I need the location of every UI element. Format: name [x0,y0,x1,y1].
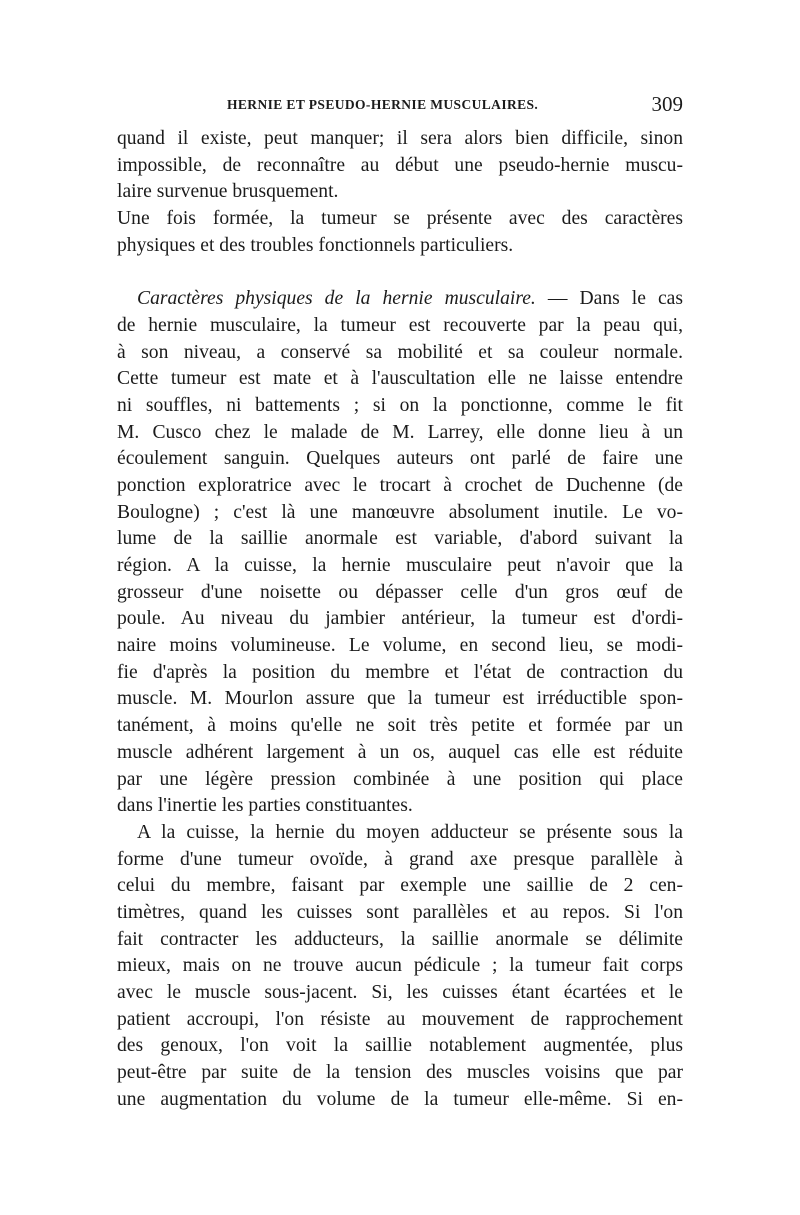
paragraph [117,820,683,1114]
text-line: ni souffles, ni battements ; si on la ponctionne, comme le fit [117,394,683,416]
text-line: Cette tumeur est mate et à l'auscultation elle ne laisse entendre [117,368,683,390]
text-line: mieux, mais on ne trouve aucun pédicule ; la tumeur fait corps [117,955,683,977]
book-page [117,92,683,1113]
body-text [117,126,683,1113]
section-heading-continuation: — Dans le cas [535,288,683,310]
text-line: patient accroupi, l'on résiste au mouvement de rapprochement [117,1008,683,1030]
text-line: forme d'une tumeur ovoïde, à grand axe presque parallèle à [117,848,683,870]
text-line: une augmentation du volume de la tumeur elle-même. Si en- [117,1088,683,1110]
text-line: fait contracter les adducteurs, la saillie anormale se délimite [117,928,683,950]
text-line: des genoux, l'on voit la saillie notablement augmentée, plus [117,1035,683,1057]
text-line: écoulement sanguin. Quelques auteurs ont parlé de faire une [117,448,683,470]
text-line: M. Cusco chez le malade de M. Larrey, elle donne lieu à un [117,421,683,443]
text-line: naire moins volumineuse. Le volume, en second lieu, se modi- [117,635,683,657]
text-line: poule. Au niveau du jambier antérieur, la tumeur est d'ordi- [117,608,683,630]
page-number: 309 [651,92,683,116]
paragraph [117,126,683,206]
text-line: muscle adhérent largement à un os, auquel cas elle est réduite [117,741,683,763]
text-line: de hernie musculaire, la tumeur est recouverte par la peau qui, [117,314,683,336]
text-line: fie d'après la position du membre et l'état de contraction du [117,661,683,683]
text-line: dans l'inertie les parties constituantes. [117,795,413,817]
text-line: ponction exploratrice avec le trocart à crochet de Duchenne (de [117,474,683,496]
text-line: lume de la saillie anormale est variable, d'abord suivant la [117,528,683,550]
text-line: à son niveau, a conservé sa mobilité et sa couleur normale. [117,341,683,363]
running-head [117,92,683,126]
text-line: grosseur d'une noisette ou dépasser celle d'un gros œuf de [117,581,683,603]
paragraph [117,286,683,820]
text-line: tanément, à moins qu'elle ne soit très petite et formée par un [117,715,683,737]
text-line: physiques et des troubles fonctionnels particuliers. [117,234,514,256]
text-line: Une fois formée, la tumeur se présente avec des caractères [117,208,683,230]
text-line: muscle. M. Mourlon assure que la tumeur est irréductible spon- [117,688,683,710]
text-line: Boulogne) ; c'est là une manœuvre absolument inutile. Le vo- [117,501,683,523]
text-line: A la cuisse, la hernie du moyen adducteur se présente sous la [137,821,683,843]
text-line: impossible, de reconnaître au début une pseudo-hernie muscu- [117,154,683,176]
section-heading-line [117,286,683,313]
text-line: par une légère pression combinée à une position qui place [117,768,683,790]
paragraph [117,206,683,259]
text-line: celui du membre, faisant par exemple une saillie de 2 cen- [117,875,683,897]
section-heading: Caractères physiques de la hernie musculaire. [137,288,536,310]
text-line: laire survenue brusquement. [117,181,339,203]
text-line: peut-être par suite de la tension des muscles voisins que par [117,1062,683,1084]
section-gap [117,259,683,286]
text-line: région. A la cuisse, la hernie musculaire peut n'avoir que la [117,555,683,576]
text-line: timètres, quand les cuisses sont parallèles et au repos. Si l'on [117,901,683,923]
text-line: avec le muscle sous-jacent. Si, les cuisses étant écartées et le [117,982,683,1003]
text-line: quand il existe, peut manquer; il sera alors bien difficile, sinon [117,128,683,149]
running-title: HERNIE ET PSEUDO-HERNIE MUSCULAIRES. [227,97,539,112]
